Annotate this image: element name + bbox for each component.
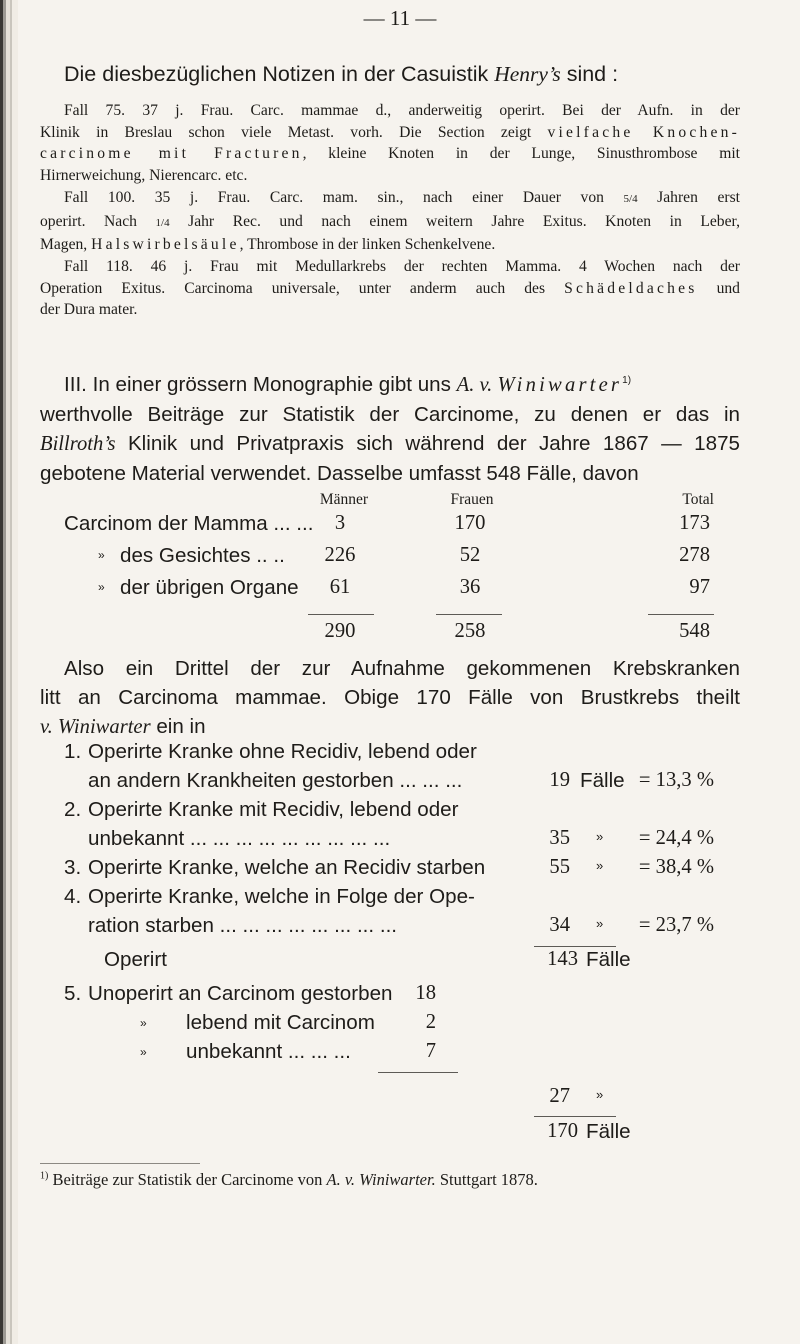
item-count: 19 [549, 769, 570, 791]
case-118-line-1: Fall 118. 46 j. Frau mit Medullarkrebs der rechten Mamma. 4 Wochen nach der [64, 257, 740, 275]
item-text: ration starben ... ... ... ... ... ... ... ... [88, 914, 398, 937]
item-unit: » [596, 829, 604, 844]
item-unit: » [596, 916, 604, 931]
cell-total: 278 [679, 544, 710, 566]
ditto-mark: » [140, 1016, 147, 1030]
cell-maenner: 3 [334, 512, 346, 534]
case-75-line-4: Hirnerweichung, Nierencarc. etc. [40, 167, 248, 185]
item-text: unbekannt ... ... ... ... ... ... ... ... ... [88, 827, 391, 850]
sum-rule [436, 614, 502, 615]
para3-line-1: III. In einer grössern Monographie gibt uns A. v. Winiwarter$^{1)}$ [64, 372, 632, 396]
page-header: — 11 — [363, 6, 437, 30]
para4-line-2: litt an Carcinoma mammae. Obige 170 Fälle von Brustkrebs theilt [40, 686, 740, 709]
cell-total: 173 [679, 512, 710, 534]
grand-total-unit: Fälle [586, 1120, 631, 1143]
item-text: Operirte Kranke mit Recidiv, lebend oder [88, 798, 459, 821]
item-text: Operirte Kranke ohne Recidiv, lebend oder [88, 740, 477, 763]
row-label: der übrigen Organe [120, 576, 299, 599]
item-text: Operirte Kranke, welche in Folge der Ope- [88, 885, 475, 908]
item-number: 5. [64, 982, 82, 1005]
cell-maenner: 61 [329, 576, 351, 598]
item-text: Unoperirt an Carcinom gestorben [88, 982, 393, 1005]
ditto-mark: » [140, 1045, 147, 1059]
cell-frauen: 36 [459, 576, 481, 598]
item-number: 2. [64, 798, 82, 821]
col-header-total: Total [682, 491, 714, 508]
case-75-line-2: Klinik in Breslau schon viele Metast. vorh. Die Section zeigt vielfache Knochen- [40, 123, 740, 141]
ditto-mark: » [98, 548, 105, 562]
col-header-frauen: Frauen [450, 491, 494, 508]
footnote: $^{1)}$ Beiträge zur Statistik der Carcinome von A. v. Winiwarter. Stuttgart 1878. [40, 1170, 538, 1189]
para3-line-2: werthvolle Beiträge zur Statistik der Carcinome, zu denen er das in [40, 402, 740, 426]
grand-total-count: 170 [547, 1120, 578, 1142]
cell-maenner: 226 [324, 544, 356, 566]
item-count: 55 [549, 856, 570, 878]
item-number: 3. [64, 856, 82, 879]
case-100-line-1: Fall 100. 35 j. Frau. Carc. mam. sin., nach einer Dauer von 5/4 Jahren erst [64, 188, 740, 206]
col-header-maenner: Männer [319, 491, 369, 508]
item-count: 2 [425, 1011, 436, 1033]
para4-line-1: Also ein Drittel der zur Aufnahme gekommenen Krebskranken [64, 657, 740, 680]
item-number: 1. [64, 740, 82, 763]
case-100-line-2: operirt. Nach 1/4 Jahr Rec. und nach einem weitern Jahre Exitus. Knoten in Leber, [40, 212, 740, 230]
item-text: lebend mit Carcinom [186, 1011, 375, 1034]
sum-rule [308, 614, 374, 615]
item-percent: = 23,7 % [638, 914, 714, 936]
section-heading: Die diesbezüglichen Notizen in der Casuistik Henry’s sind : [64, 62, 619, 86]
item-count: 18 [415, 982, 436, 1004]
para3-line-3: Billroth’s Klinik und Privatpraxis sich während der Jahre 1867 — 1875 [40, 431, 740, 455]
item-unit: Fälle [580, 769, 625, 792]
item-text: Operirte Kranke, welche an Recidiv starben [88, 856, 486, 879]
para4-line-3: v. Winiwarter ein in [40, 715, 206, 738]
item-text: unbekannt ... ... ... [186, 1040, 351, 1063]
case-118-line-2: Operation Exitus. Carcinoma universale, unter anderm auch des Schädeldaches und [40, 279, 740, 297]
case-75-line-1: Fall 75. 37 j. Frau. Carc. mammae d., anderweitig operirt. Bei der Aufn. in der [64, 102, 740, 119]
item-percent: = 38,4 % [638, 856, 714, 878]
cell-total: 97 [689, 576, 710, 598]
case-75-line-3: carcinome mit Fracturen, kleine Knoten in der Lunge, Sinusthrombose mit [40, 145, 741, 163]
ditto-mark: » [98, 580, 105, 594]
cell-frauen: 52 [459, 544, 481, 566]
item-number: 4. [64, 885, 82, 908]
footnote-rule [40, 1163, 200, 1164]
unoperirt-count: 27 [549, 1085, 570, 1107]
row-label: des Gesichtes .. .. [120, 544, 285, 567]
cell-frauen: 170 [454, 512, 486, 534]
operirt-unit: Fälle [586, 948, 631, 971]
total-maenner: 290 [324, 620, 356, 642]
item-percent: = 24,4 % [638, 827, 714, 849]
total-total: 548 [679, 620, 710, 642]
sum-rule [378, 1072, 458, 1073]
case-118-line-3: der Dura mater. [40, 301, 138, 319]
item-count: 7 [425, 1040, 436, 1062]
item-count: 35 [549, 827, 570, 849]
sum-rule [534, 1116, 616, 1117]
paragraph-four [40, 654, 740, 742]
sum-rule [534, 946, 616, 947]
item-text: an andern Krankheiten gestorben ... ... ... [88, 769, 463, 792]
operirt-label: Operirt [104, 948, 167, 971]
item-unit: » [596, 858, 604, 873]
para3-line-4: gebotene Material verwendet. Dasselbe umfasst 548 Fälle, davon [40, 461, 639, 485]
unoperirt-unit: » [596, 1087, 604, 1102]
total-frauen: 258 [454, 620, 486, 642]
item-count: 34 [549, 914, 570, 936]
operirt-count: 143 [547, 948, 578, 970]
case-100-line-3: Magen, Halswirbelsäule, Thrombose in der linken Schenkelvene. [40, 236, 496, 254]
sum-rule [648, 614, 714, 615]
item-percent: = 13,3 % [638, 769, 714, 791]
row-label: Carcinom der Mamma ... ... [64, 512, 314, 535]
